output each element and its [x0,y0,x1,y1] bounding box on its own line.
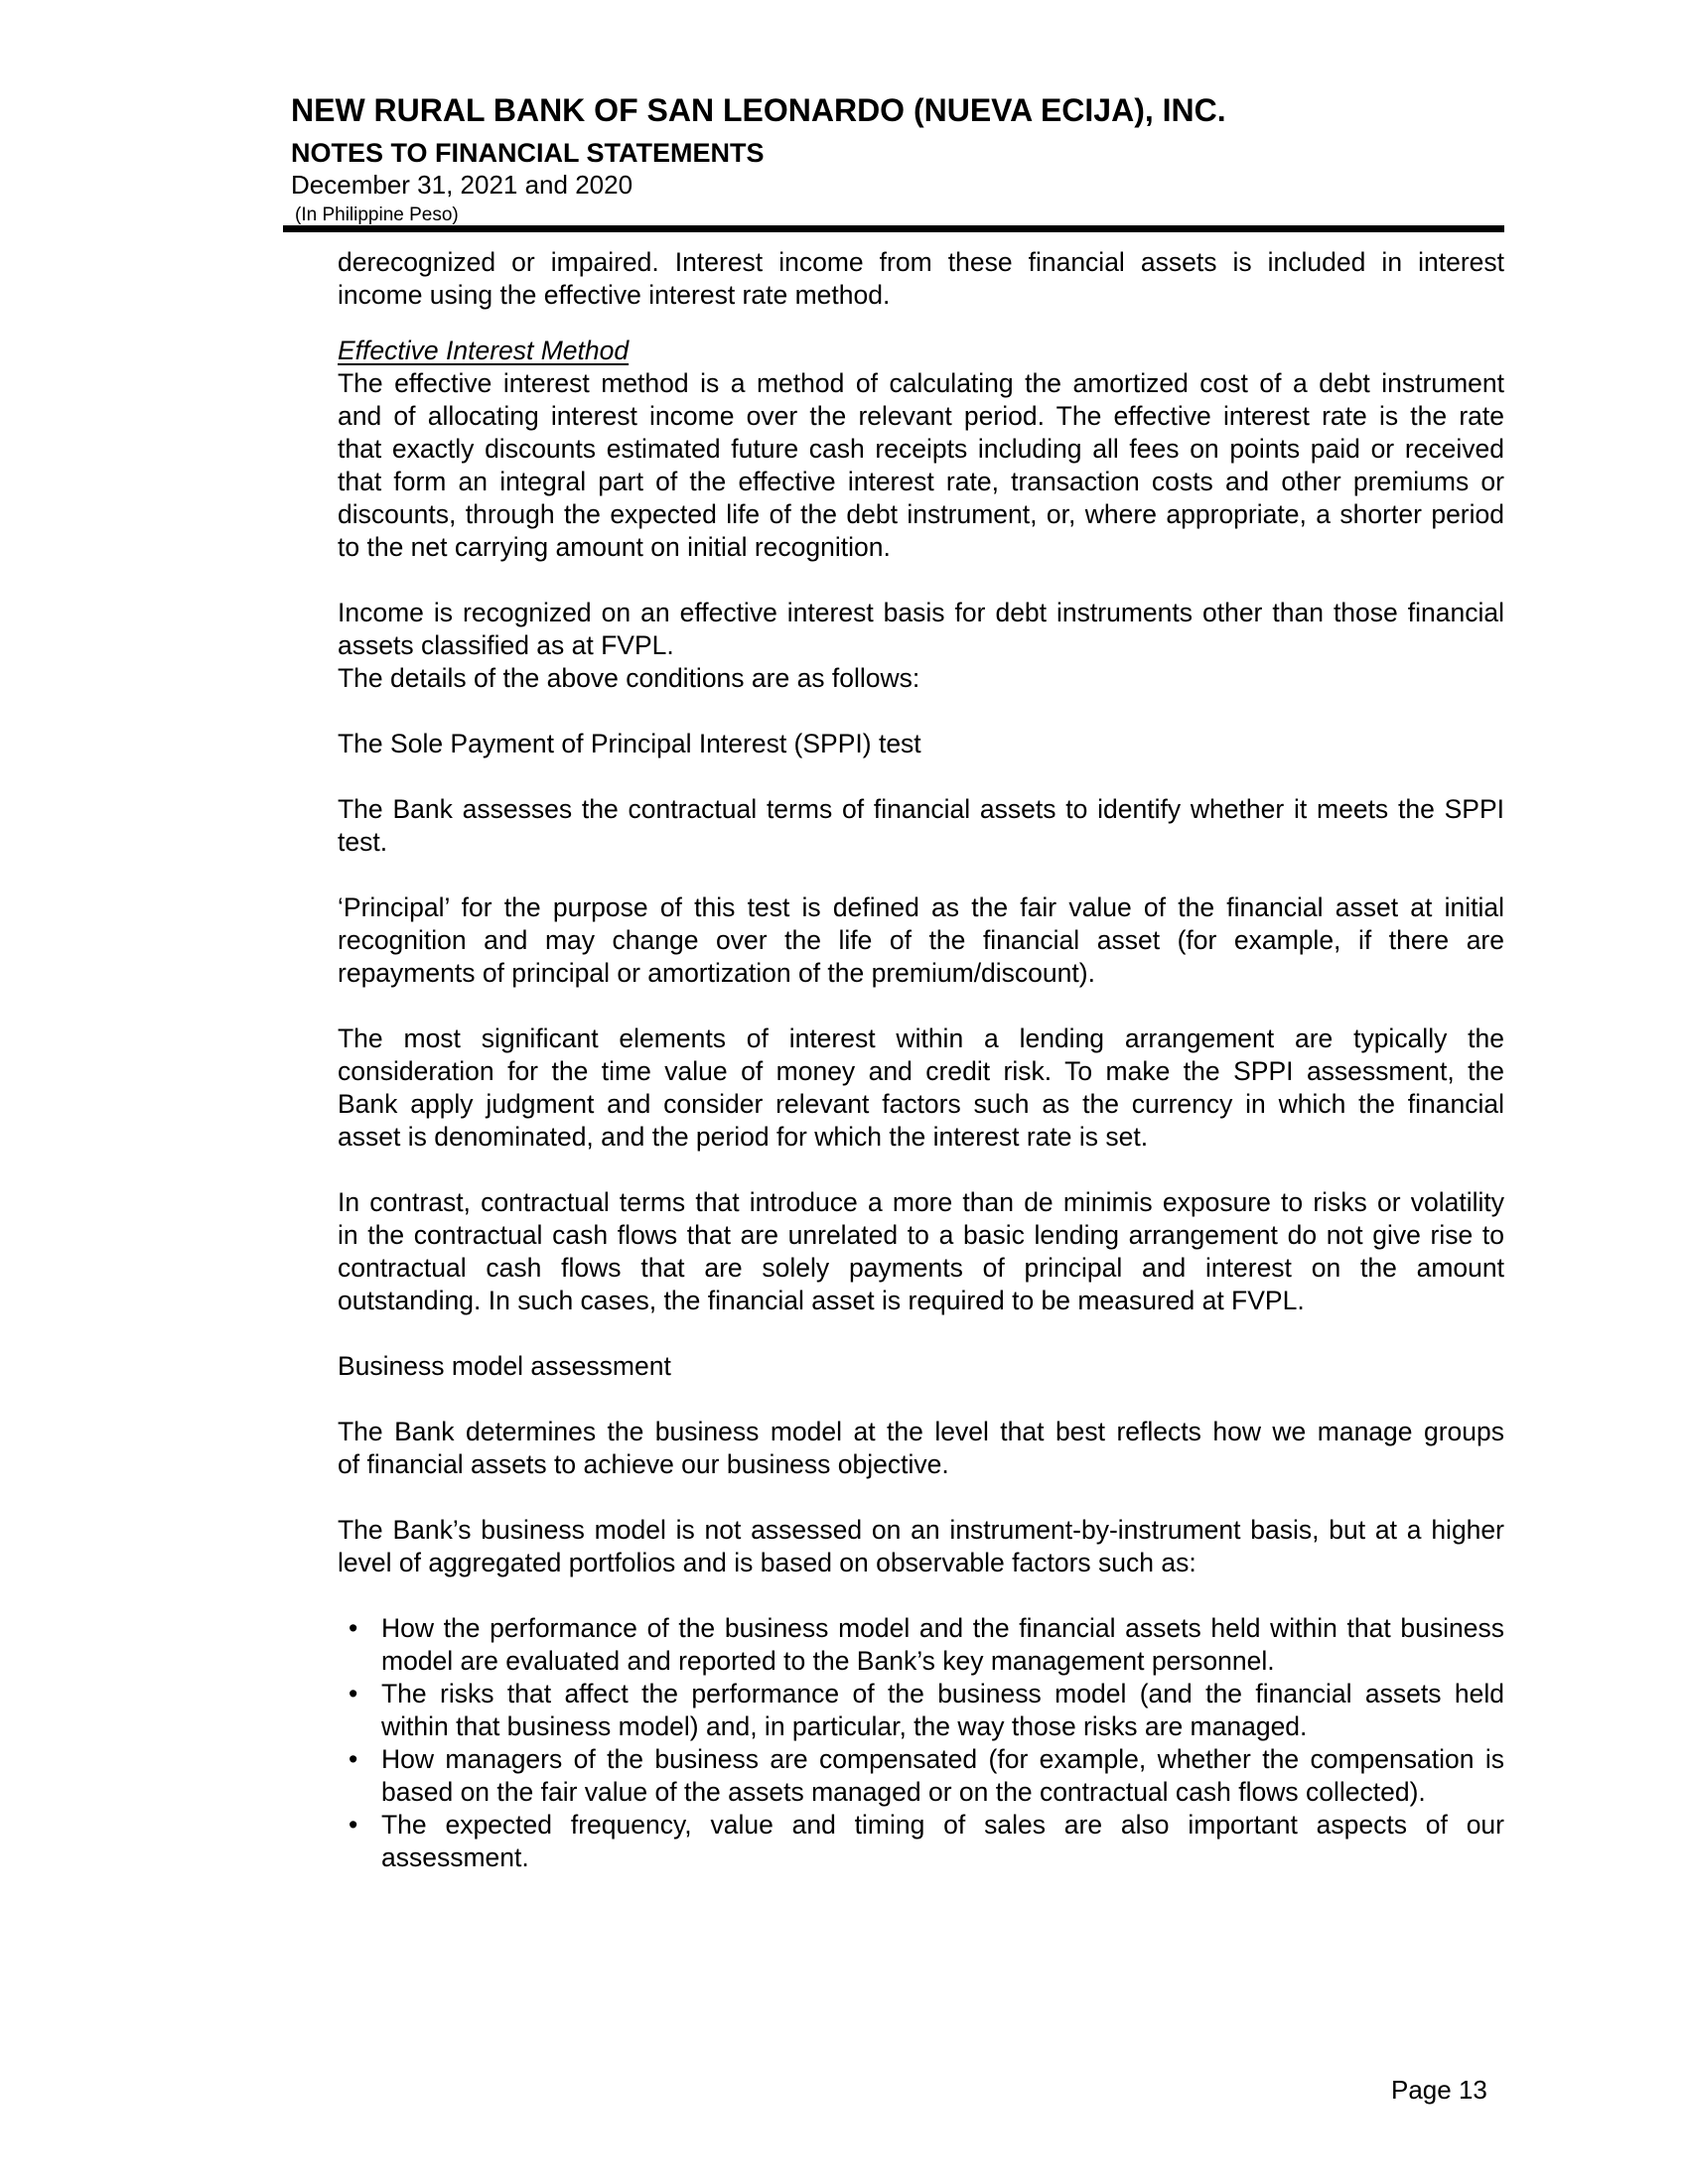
text-line: contractual cash flows that are solely payments of principal and interest on the amount [338,1253,1504,1283]
currency-note: (In Philippine Peso) [295,205,459,225]
text-line: model are evaluated and reported to the Bank’s key management personnel. [381,1646,1275,1676]
text-line: The effective interest method is a method of calculating the amortized cost of a debt instrument [338,368,1504,398]
text-line: Income is recognized on an effective interest basis for debt instruments other than those financial [338,598,1504,627]
content-blocks [338,246,1504,1874]
text-line: Effective Interest Method [338,336,630,365]
text-line: How the performance of the business model and the financial assets held within that business [381,1613,1504,1643]
paragraph [338,793,1504,859]
paragraph [338,891,1504,990]
text-line: The Bank determines the business model at the level that best reflects how we manage groups [338,1417,1504,1446]
bullet-icon: • [349,1744,358,1774]
text-line: derecognized or impaired. Interest income from these financial assets is included in interest [338,247,1504,277]
text-line: to the net carrying amount on initial recognition. [338,532,891,562]
text-line: The risks that affect the performance of the business model (and the financial assets held [381,1679,1504,1708]
paragraph [338,367,1504,564]
text-line: repayments of principal or amortization of the premium/discount). [338,958,1095,988]
bullet-text [381,1678,1504,1743]
text-line: based on the fair value of the assets managed or on the contractual cash flows collected). [381,1777,1426,1807]
text-line: assets classified as at FVPL. [338,630,674,660]
text-line: of financial assets to achieve our business objective. [338,1449,949,1479]
text-line: outstanding. In such cases, the financial asset is required to be measured at FVPL. [338,1286,1305,1315]
bullet-icon: • [349,1810,358,1840]
text-line: The most significant elements of interest within a lending arrangement are typically the [338,1024,1504,1053]
section-heading [338,335,1504,367]
text-line: The Bank assesses the contractual terms of financial assets to identify whether it meets the SPPI [338,794,1504,824]
text-line: level of aggregated portfolios and is based on observable factors such as: [338,1548,1196,1577]
sub-heading [338,728,1504,760]
text-line: within that business model) and, in particular, the way those risks are managed. [381,1711,1308,1741]
sub-heading [338,1350,1504,1383]
bullet-item [338,1809,1504,1874]
text-line: consideration for the time value of money and credit risk. To make the SPPI assessment, the [338,1056,1504,1086]
text-line: test. [338,827,388,857]
bullet-text [381,1743,1504,1809]
paragraph [338,246,1504,312]
bullet-item [338,1678,1504,1743]
text-line: The expected frequency, value and timing of sales are also important aspects of our [381,1810,1504,1840]
page-number: Page 13 [1391,2075,1487,2105]
bullet-list [338,1612,1504,1874]
text-line: Business model assessment [338,1351,671,1381]
document-title: NOTES TO FINANCIAL STATEMENTS [291,138,765,168]
paragraph [338,1416,1504,1481]
paragraph [338,597,1504,695]
text-line: The details of the above conditions are as follows: [338,663,920,693]
text-line: recognition and may change over the life of the financial asset (for example, if there are [338,925,1504,955]
bank-name: NEW RURAL BANK OF SAN LEONARDO (NUEVA ECIJA), INC. [291,92,1226,128]
bullet-item [338,1612,1504,1678]
bullet-text [381,1612,1504,1678]
paragraph [338,1514,1504,1579]
text-line: discounts, through the expected life of the debt instrument, or, where appropriate, a shorter period [338,499,1504,529]
bullet-item [338,1743,1504,1809]
report-date: December 31, 2021 and 2020 [291,170,633,200]
text-line: in the contractual cash flows that are unrelated to a basic lending arrangement do not give rise to [338,1220,1504,1250]
paragraph [338,1186,1504,1317]
text-line: How managers of the business are compensated (for example, whether the compensation is [381,1744,1504,1774]
paragraph [338,1023,1504,1154]
text-line: asset is denominated, and the period for which the interest rate is set. [338,1122,1149,1152]
text-line: The Bank’s business model is not assessed on an instrument-by-instrument basis, but at a higher [338,1515,1504,1545]
text-line: In contrast, contractual terms that introduce a more than de minimis exposure to risks or volatility [338,1187,1504,1217]
text-line: and of allocating interest income over the relevant period. The effective interest rate is the rate [338,401,1504,431]
text-line: The Sole Payment of Principal Interest (SPPI) test [338,729,921,758]
text-line: Bank apply judgment and consider relevant factors such as the currency in which the financial [338,1089,1504,1119]
text-line: income using the effective interest rate method. [338,280,891,310]
text-line: that form an integral part of the effective interest rate, transaction costs and other premiums or [338,467,1504,496]
bullet-icon: • [349,1613,358,1643]
text-line: assessment. [381,1843,529,1872]
text-line: ‘Principal’ for the purpose of this test is defined as the fair value of the financial asset at initial [338,892,1504,922]
bullet-text [381,1809,1504,1874]
header-rule [283,225,1504,232]
bullet-icon: • [349,1679,358,1708]
text-line: that exactly discounts estimated future cash receipts including all fees on points paid or received [338,434,1504,464]
